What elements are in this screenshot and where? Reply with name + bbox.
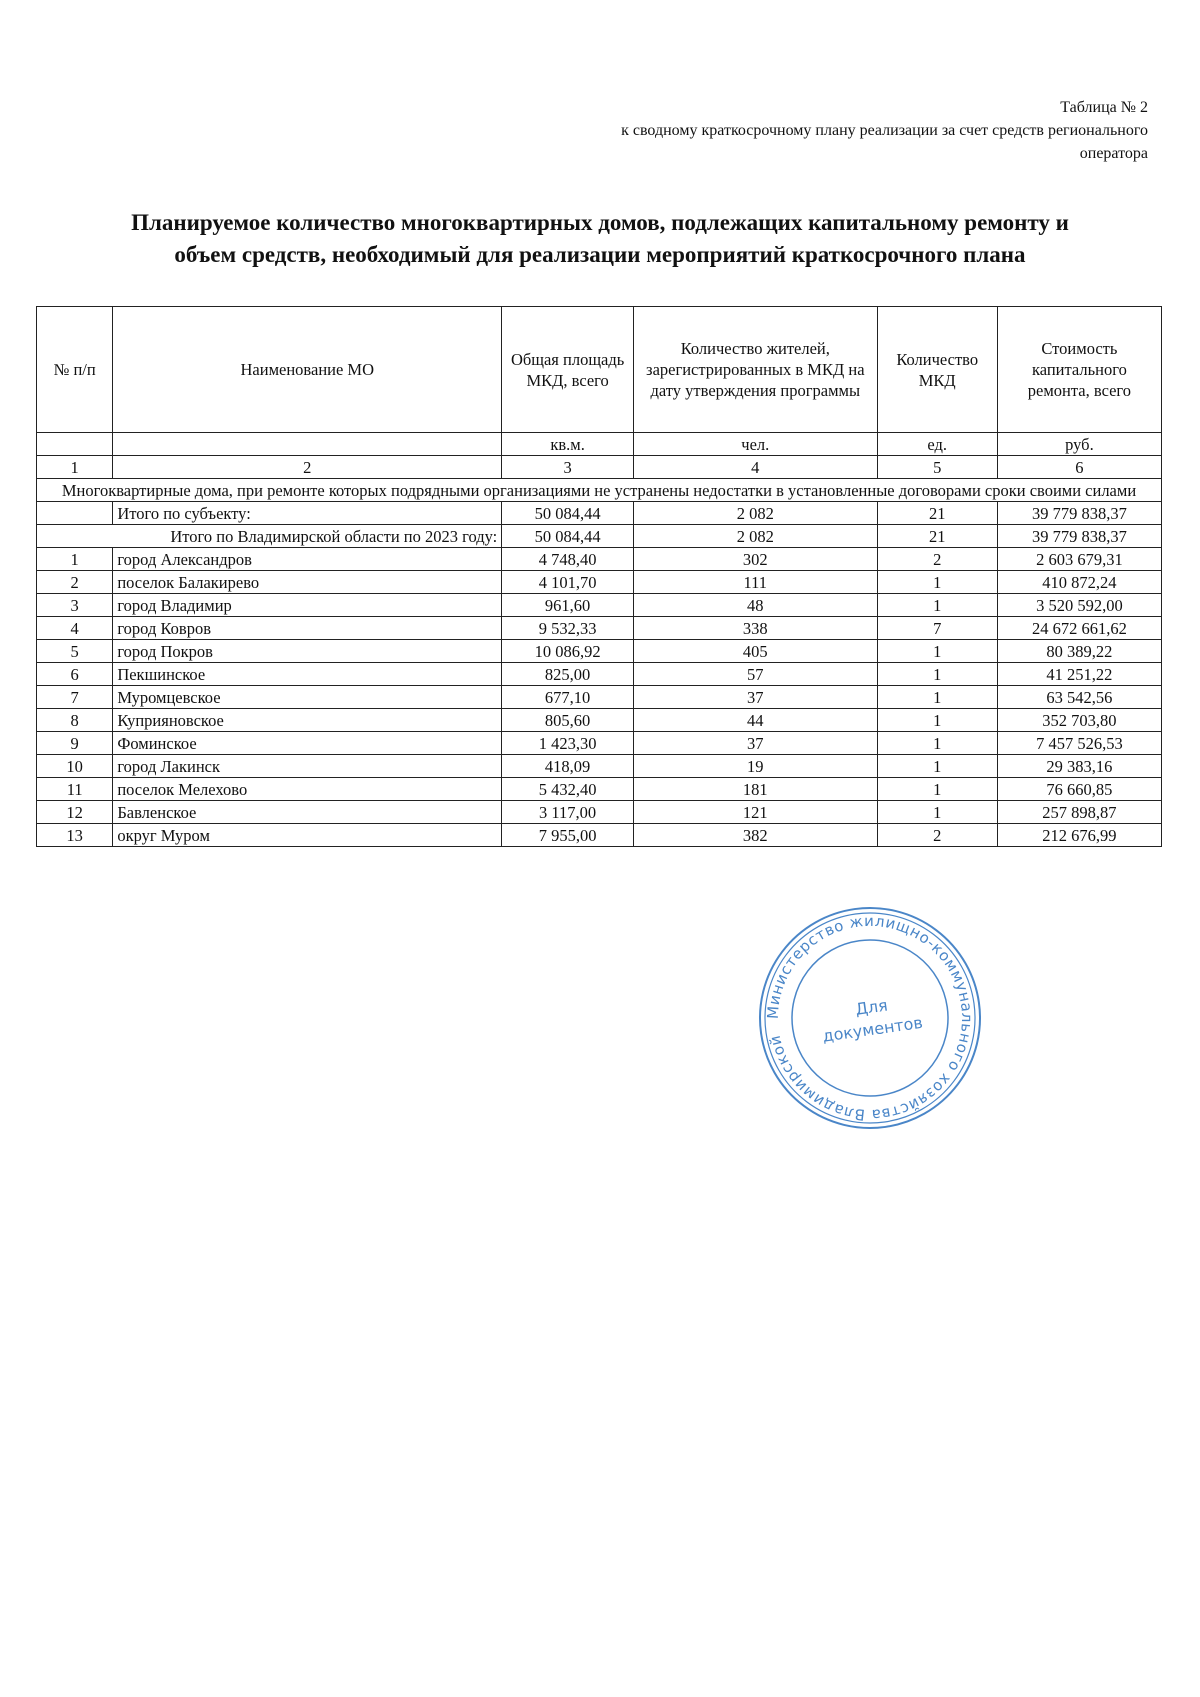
table-row xyxy=(37,571,1162,594)
units-empty-name xyxy=(113,433,502,456)
residents-count: 37 xyxy=(633,686,877,709)
unit-cost: руб. xyxy=(997,433,1161,456)
total-area: 10 086,92 xyxy=(502,640,634,663)
residents-count: 382 xyxy=(633,824,877,847)
region-total-residents: 2 082 xyxy=(633,525,877,548)
document-header-note xyxy=(388,96,1148,165)
region-total-cost: 39 779 838,37 xyxy=(997,525,1161,548)
row-number: 10 xyxy=(37,755,113,778)
buildings-count: 7 xyxy=(877,617,997,640)
unit-count: ед. xyxy=(877,433,997,456)
residents-count: 121 xyxy=(633,801,877,824)
table-row xyxy=(37,778,1162,801)
municipality-name: Пекшинское xyxy=(113,663,502,686)
repair-cost: 352 703,80 xyxy=(997,709,1161,732)
repair-cost: 80 389,22 xyxy=(997,640,1161,663)
unit-residents: чел. xyxy=(633,433,877,456)
repair-cost: 41 251,22 xyxy=(997,663,1161,686)
column-number: 1 xyxy=(37,456,113,479)
row-number: 13 xyxy=(37,824,113,847)
buildings-count: 2 xyxy=(877,548,997,571)
table-row xyxy=(37,640,1162,663)
table-number: Таблица № 2 xyxy=(1060,99,1148,116)
header-cost: Стоимость капитального ремонта, всего xyxy=(997,307,1161,433)
total-area: 805,60 xyxy=(502,709,634,732)
total-area: 418,09 xyxy=(502,755,634,778)
table-row xyxy=(37,755,1162,778)
header-residents: Количество жителей, зарегистрированных в МКД на дату утверждения программы xyxy=(633,307,877,433)
residents-count: 338 xyxy=(633,617,877,640)
header-num: № п/п xyxy=(37,307,113,433)
total-area: 7 955,00 xyxy=(502,824,634,847)
table-header-row xyxy=(37,307,1162,433)
residents-count: 48 xyxy=(633,594,877,617)
table-row xyxy=(37,824,1162,847)
buildings-count: 1 xyxy=(877,571,997,594)
repair-cost: 76 660,85 xyxy=(997,778,1161,801)
buildings-count: 1 xyxy=(877,778,997,801)
repair-cost: 7 457 526,53 xyxy=(997,732,1161,755)
table-row xyxy=(37,801,1162,824)
repair-cost: 63 542,56 xyxy=(997,686,1161,709)
residents-count: 181 xyxy=(633,778,877,801)
column-numbers-row xyxy=(37,456,1162,479)
subject-total-cost: 39 779 838,37 xyxy=(997,502,1161,525)
buildings-count: 1 xyxy=(877,732,997,755)
residents-count: 44 xyxy=(633,709,877,732)
table-row xyxy=(37,709,1162,732)
row-number: 9 xyxy=(37,732,113,755)
repair-cost: 410 872,24 xyxy=(997,571,1161,594)
table-row xyxy=(37,686,1162,709)
municipality-name: поселок Балакирево xyxy=(113,571,502,594)
ministry-stamp xyxy=(755,903,985,1133)
buildings-count: 1 xyxy=(877,755,997,778)
region-total-count: 21 xyxy=(877,525,997,548)
column-number: 5 xyxy=(877,456,997,479)
stamp-center-line2: документов xyxy=(821,1012,924,1046)
repair-cost: 29 383,16 xyxy=(997,755,1161,778)
subject-total-area: 50 084,44 xyxy=(502,502,634,525)
buildings-count: 1 xyxy=(877,594,997,617)
repair-cost: 2 603 679,31 xyxy=(997,548,1161,571)
row-number: 2 xyxy=(37,571,113,594)
repair-cost: 257 898,87 xyxy=(997,801,1161,824)
buildings-count: 1 xyxy=(877,801,997,824)
row-number: 1 xyxy=(37,548,113,571)
row-number: 3 xyxy=(37,594,113,617)
residents-count: 37 xyxy=(633,732,877,755)
table-row xyxy=(37,594,1162,617)
buildings-count: 1 xyxy=(877,663,997,686)
total-area: 5 432,40 xyxy=(502,778,634,801)
residents-count: 405 xyxy=(633,640,877,663)
column-number: 6 xyxy=(997,456,1161,479)
header-area: Общая площадь МКД, всего xyxy=(502,307,634,433)
subject-total-empty xyxy=(37,502,113,525)
stamp-ring-text: Министерство жилищно-коммунального хозяйства Владимирской xyxy=(763,911,977,1125)
repair-cost: 24 672 661,62 xyxy=(997,617,1161,640)
repair-cost: 212 676,99 xyxy=(997,824,1161,847)
row-number: 8 xyxy=(37,709,113,732)
total-area: 825,00 xyxy=(502,663,634,686)
residents-count: 57 xyxy=(633,663,877,686)
table-subtitle-line1: к сводному краткосрочному плану реализации за счет средств регионального xyxy=(621,122,1148,139)
row-number: 7 xyxy=(37,686,113,709)
title-line2: объем средств, необходимый для реализации мероприятий краткосрочного плана xyxy=(174,242,1026,267)
municipality-name: округ Муром xyxy=(113,824,502,847)
total-area: 677,10 xyxy=(502,686,634,709)
row-number: 12 xyxy=(37,801,113,824)
region-total-row xyxy=(37,525,1162,548)
municipality-name: город Александров xyxy=(113,548,502,571)
region-total-area: 50 084,44 xyxy=(502,525,634,548)
buildings-count: 2 xyxy=(877,824,997,847)
municipality-name: город Покров xyxy=(113,640,502,663)
svg-text:Министерство жилищно-коммуналь xyxy=(755,903,985,1133)
subject-total-row xyxy=(37,502,1162,525)
repair-plan-table xyxy=(36,306,1162,847)
subject-total-label: Итого по субъекту: xyxy=(113,502,502,525)
region-total-label: Итого по Владимирской области по 2023 году: xyxy=(37,525,502,548)
row-number: 4 xyxy=(37,617,113,640)
column-number: 3 xyxy=(502,456,634,479)
document-title xyxy=(40,207,1160,271)
table-subtitle-line2: оператора xyxy=(1079,145,1148,162)
row-number: 11 xyxy=(37,778,113,801)
municipality-name: Куприяновское xyxy=(113,709,502,732)
residents-count: 302 xyxy=(633,548,877,571)
municipality-name: поселок Мелехово xyxy=(113,778,502,801)
total-area: 9 532,33 xyxy=(502,617,634,640)
municipality-name: город Лакинск xyxy=(113,755,502,778)
table-row xyxy=(37,663,1162,686)
total-area: 1 423,30 xyxy=(502,732,634,755)
residents-count: 111 xyxy=(633,571,877,594)
buildings-count: 1 xyxy=(877,640,997,663)
subject-total-residents: 2 082 xyxy=(633,502,877,525)
municipality-name: Бавленское xyxy=(113,801,502,824)
header-name: Наименование МО xyxy=(113,307,502,433)
total-area: 961,60 xyxy=(502,594,634,617)
table-row xyxy=(37,732,1162,755)
title-line1: Планируемое количество многоквартирных домов, подлежащих капитальному ремонту и xyxy=(131,210,1069,235)
residents-count: 19 xyxy=(633,755,877,778)
municipality-name: город Ковров xyxy=(113,617,502,640)
unit-area: кв.м. xyxy=(502,433,634,456)
column-number: 2 xyxy=(113,456,502,479)
municipality-name: город Владимир xyxy=(113,594,502,617)
total-area: 4 748,40 xyxy=(502,548,634,571)
municipality-name: Фоминское xyxy=(113,732,502,755)
buildings-count: 1 xyxy=(877,709,997,732)
column-number: 4 xyxy=(633,456,877,479)
units-empty-num xyxy=(37,433,113,456)
table-units-row xyxy=(37,433,1162,456)
subject-total-count: 21 xyxy=(877,502,997,525)
header-count: Количество МКД xyxy=(877,307,997,433)
total-area: 3 117,00 xyxy=(502,801,634,824)
total-area: 4 101,70 xyxy=(502,571,634,594)
stamp-center-line1: Для xyxy=(854,995,889,1019)
repair-cost: 3 520 592,00 xyxy=(997,594,1161,617)
row-number: 6 xyxy=(37,663,113,686)
row-number: 5 xyxy=(37,640,113,663)
group-title: Многоквартирные дома, при ремонте которых подрядными организациями не устранены недостатки в установленные договорами сроки своими силами xyxy=(37,479,1162,502)
municipality-name: Муромцевское xyxy=(113,686,502,709)
table-row xyxy=(37,617,1162,640)
group-title-row xyxy=(37,479,1162,502)
table-row xyxy=(37,548,1162,571)
buildings-count: 1 xyxy=(877,686,997,709)
